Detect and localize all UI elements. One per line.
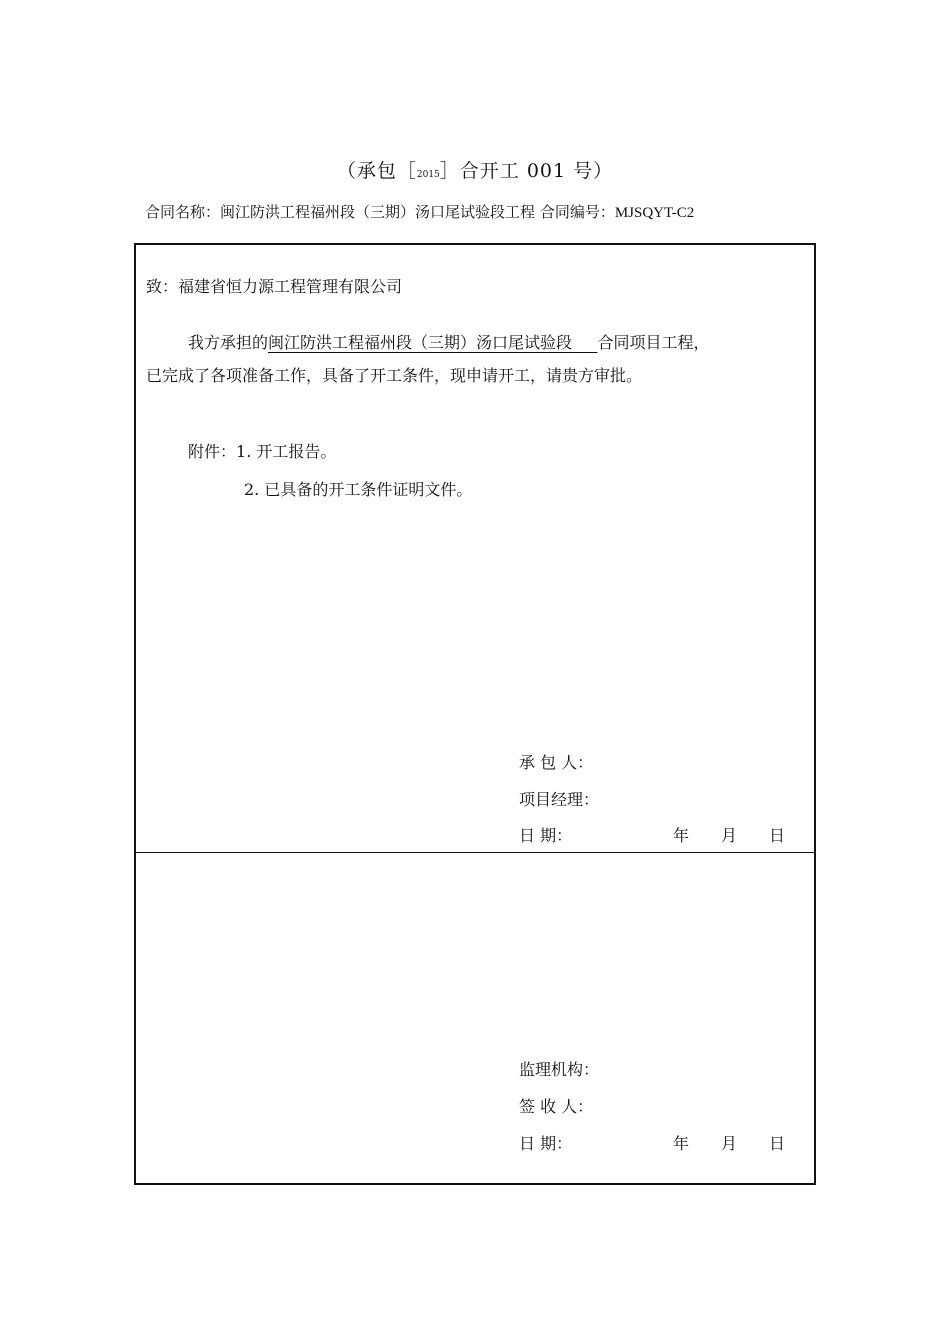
para-project: 闽江防洪工程福州段（三期）汤口尾试验段 bbox=[268, 333, 573, 352]
para-tail: 合同项目工程， bbox=[597, 333, 710, 352]
contractor-month-unit: 月 bbox=[721, 826, 738, 845]
contract-code-label: 合同编号： bbox=[539, 203, 615, 221]
contractor-label: 承 包 人： bbox=[519, 753, 594, 772]
document-number bbox=[0, 156, 950, 183]
request-paragraph-line1 bbox=[188, 330, 709, 353]
application-form-box bbox=[134, 243, 816, 1185]
para-lead: 我方承担的 bbox=[188, 333, 269, 352]
supervisor-month-unit: 月 bbox=[721, 1134, 738, 1153]
doc-number-year: 2015 bbox=[416, 170, 440, 180]
doc-number-suffix: ］合开工 001 号） bbox=[439, 160, 614, 182]
request-paragraph-line2: 已完成了各项准备工作，具备了开工条件，现申请开工，请贵方审批。 bbox=[146, 366, 643, 385]
contract-name-label: 合同名称： bbox=[145, 203, 221, 221]
contract-name-value: 闽江防洪工程福州段（三期）汤口尾试验段工程 bbox=[220, 203, 536, 221]
section-divider bbox=[136, 852, 814, 853]
receiver-label: 签 收 人： bbox=[519, 1097, 594, 1116]
contractor-day-unit: 日 bbox=[769, 826, 786, 845]
contract-info-line bbox=[145, 201, 825, 222]
attachment-1: 1. 开工报告。 bbox=[236, 442, 337, 461]
contractor-year-unit: 年 bbox=[673, 826, 690, 845]
supervisor-year-unit: 年 bbox=[673, 1134, 690, 1153]
supervision-org-label: 监理机构： bbox=[519, 1060, 600, 1079]
supervisor-day-unit: 日 bbox=[769, 1134, 786, 1153]
project-name-underlined bbox=[268, 333, 597, 352]
contractor-date-label: 日 期： bbox=[519, 826, 573, 845]
doc-number-prefix: （承包［ bbox=[336, 160, 417, 182]
attachment-line-1 bbox=[188, 439, 336, 462]
contract-code-value: MJSQYT-C2 bbox=[614, 205, 695, 221]
addressee: 致：福建省恒力源工程管理有限公司 bbox=[146, 277, 403, 296]
attachment-label: 附件： bbox=[188, 442, 237, 461]
attachment-2: 2. 已具备的开工条件证明文件。 bbox=[244, 480, 473, 499]
supervisor-date-label: 日 期： bbox=[519, 1134, 573, 1153]
project-manager-label: 项目经理： bbox=[519, 790, 600, 809]
